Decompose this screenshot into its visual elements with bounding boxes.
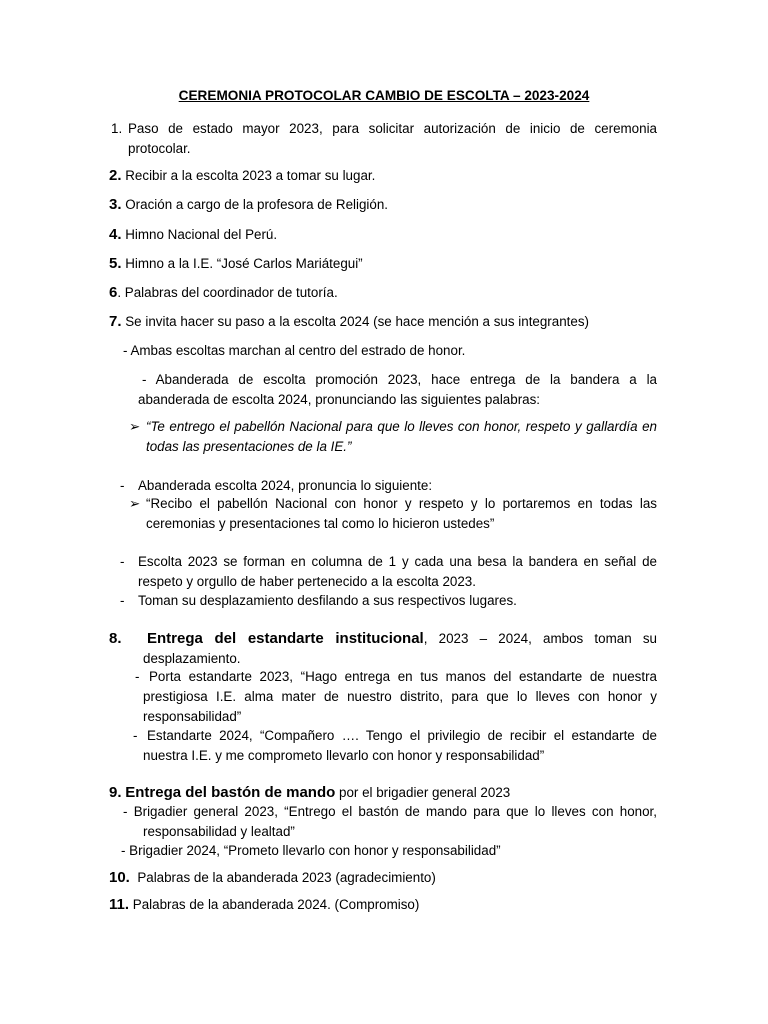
- list-item: [109, 312, 589, 332]
- item-number: 11.: [109, 896, 130, 913]
- item-text: Palabras de la abanderada 2023 (agradecimiento): [137, 870, 436, 885]
- item-number: 10.: [109, 869, 130, 886]
- list-item: [109, 195, 388, 215]
- item-text: Himno a la I.E. “José Carlos Mariátegui”: [125, 256, 363, 271]
- arrow-bullet-icon: ➢: [129, 496, 141, 511]
- sub-item: Porta estandarte 2023, “Hago entrega en tus manos del estandarte de nuestra prestigiosa I.E. alma mater de nuestro distrito, para que lo lleves con honor y responsabilidad”: [143, 669, 657, 724]
- dash-bullet: -: [120, 593, 125, 608]
- arrow-bullet-icon: ➢: [129, 419, 141, 434]
- sub-item: Abanderada escolta 2024, pronuncia lo siguiente:: [138, 478, 433, 493]
- item-text: Paso de estado mayor 2023, para solicitar autorización de inicio de ceremonia protocolar.: [128, 121, 657, 156]
- item-number: 8.: [109, 630, 122, 647]
- item-text: Recibir a la escolta 2023 a tomar su lugar.: [125, 168, 376, 183]
- dash-bullet: -: [135, 669, 140, 684]
- document-title: CEREMONIA PROTOCOLAR CAMBIO DE ESCOLTA – 2023-2024: [178, 88, 590, 103]
- item-number: 3.: [109, 196, 122, 213]
- item-text: Himno Nacional del Perú.: [125, 227, 278, 242]
- sub-item: - Brigadier 2024, “Prometo llevarlo con honor y responsabilidad”: [121, 843, 501, 858]
- dash-bullet: -: [120, 478, 125, 493]
- sub-item: - Ambas escoltas marchan al centro del estrado de honor.: [123, 343, 466, 358]
- item-number: 9.: [109, 784, 122, 801]
- item-text: Oración a cargo de la profesora de Religión.: [125, 197, 389, 212]
- dash-bullet: -: [120, 554, 125, 569]
- item-bold-text: Entrega del bastón de mando: [125, 784, 336, 801]
- list-item: [109, 868, 436, 888]
- sub-item: - Brigadier general 2023, “Entrego el bastón de mando para que lo lleves con honor, responsabilidad y lealtad”: [123, 804, 657, 839]
- dash-bullet: -: [133, 728, 138, 743]
- item-number: 1.: [111, 121, 123, 136]
- quote-text: “Recibo el pabellón Nacional con honor y respeto y lo portaremos en todas las ceremonias y presentaciones tal como lo hicieron ustedes”: [146, 496, 657, 531]
- item-number: 4.: [109, 226, 122, 243]
- sub-item: Toman su desplazamiento desfilando a sus respectivos lugares.: [138, 593, 517, 608]
- item-text: Palabras de la abanderada 2024. (Compromiso): [132, 897, 420, 912]
- item-text: Se invita hacer su paso a la escolta 2024 (se hace mención a sus integrantes): [125, 314, 589, 329]
- item-text: . Palabras del coordinador de tutoría.: [117, 285, 338, 300]
- quote-text: “Te entrego el pabellón Nacional para que lo lleves con honor, respeto y gallardía en todas las presentaciones de la IE.”: [146, 419, 657, 454]
- item-bold-text: Entrega del estandarte institucional: [147, 630, 424, 647]
- list-item: [109, 895, 419, 915]
- item-text: Entrega del estandarte institucional, 2023 – 2024, ambos toman su desplazamiento.: [143, 630, 657, 666]
- list-item: [109, 225, 277, 245]
- item-number: 5.: [109, 255, 122, 272]
- sub-item: - Abanderada de escolta promoción 2023, hace entrega de la bandera a la abanderada de escolta 2024, pronunciando las siguientes palabras:: [138, 372, 657, 407]
- list-item: [109, 283, 338, 303]
- sub-item: Estandarte 2024, “Compañero …. Tengo el privilegio de recibir el estandarte de nuestra I.E. y me comprometo llevarlo con honor y responsabilidad”: [143, 728, 657, 763]
- sub-item: Escolta 2023 se forman en columna de 1 y cada una besa la bandera en señal de respeto y orgullo de haber pertenecido a la escolta 2023.: [138, 554, 657, 589]
- list-item: [109, 166, 375, 186]
- list-item: [109, 254, 363, 274]
- item-number: 6: [109, 284, 118, 301]
- list-item: [109, 783, 510, 803]
- item-number: 2.: [109, 167, 122, 184]
- item-text: por el brigadier general 2023: [335, 785, 511, 800]
- item-number: 7.: [109, 313, 122, 330]
